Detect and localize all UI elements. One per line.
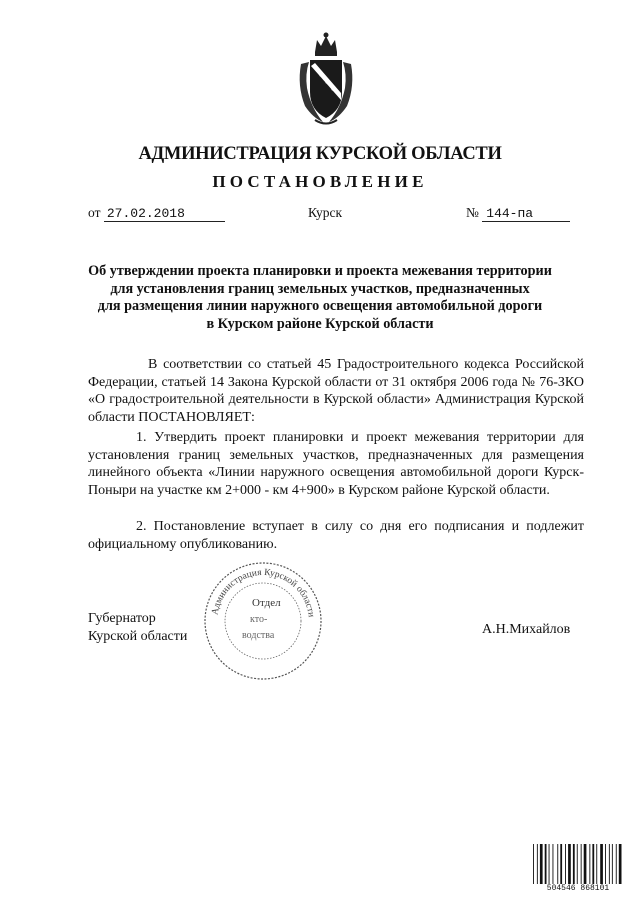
- signatory-title-line: Курской области: [88, 629, 188, 644]
- document-type-title: ПОСТАНОВЛЕНИЕ: [212, 172, 428, 191]
- coat-of-arms-emblem: [295, 30, 357, 128]
- document-date: 27.02.2018: [104, 206, 225, 222]
- stamp-center-line: Отдел: [252, 597, 281, 609]
- barcode-bar: [540, 844, 543, 884]
- barcode-bar: [557, 844, 558, 884]
- subject-line: в Курском районе Курской области: [206, 315, 434, 332]
- barcode-bar: [592, 844, 594, 884]
- subject-line: Об утверждении проекта планировки и проекта межевания территории: [88, 263, 552, 279]
- stamp-center-line: кто-: [250, 614, 268, 625]
- number-row: [466, 205, 570, 222]
- city-label: Курск: [308, 205, 343, 220]
- barcode-bar: [619, 844, 622, 884]
- date-prefix: от: [88, 205, 101, 220]
- barcode-bar: [549, 844, 550, 884]
- document-number: 144-па: [482, 206, 570, 222]
- barcode-bar: [600, 844, 603, 884]
- barcode-bar: [609, 844, 610, 884]
- stamp-ring-text: Администрация Курской области: [210, 567, 316, 618]
- barcode-bar: [573, 844, 575, 884]
- barcode-bar: [545, 844, 547, 884]
- signatory-title: [88, 610, 187, 646]
- barcode-bar: [584, 844, 587, 884]
- official-stamp: [202, 560, 324, 682]
- barcode-bar: [589, 844, 590, 884]
- stamp-center-line: водства: [242, 630, 275, 641]
- barcode-number: 504546 868101: [532, 884, 624, 893]
- barcode-bar: [537, 844, 538, 884]
- subject-line: для размещения линии наружного освещения автомобильной дороги: [97, 298, 543, 314]
- barcode-bar: [568, 844, 571, 884]
- barcode-bar: [533, 844, 534, 884]
- signatory-title-line: Губернатор: [88, 611, 156, 626]
- date-row: [88, 205, 225, 222]
- signatory-name: А.Н.Михайлов: [482, 622, 571, 637]
- document-subject: [60, 263, 580, 333]
- barcode-bar: [581, 844, 582, 884]
- clause-1-paragraph: 1. Утвердить проект планировки и проект межевания территории для установления границ земельных участков, предназначенных для размещения линейного объекта «Линии наружного освещения автомобильной дороги Курск-Поныри на участке км 2+000 - км 4+900» в Курском районе Курской области.: [88, 430, 584, 498]
- barcode-bar: [553, 844, 554, 884]
- barcode-bar: [560, 844, 562, 884]
- barcode-bar: [577, 844, 578, 884]
- organization-title: АДМИНИСТРАЦИЯ КУРСКОЙ ОБЛАСТИ: [138, 144, 502, 164]
- barcode-bar: [616, 844, 617, 884]
- clause-2-paragraph: 2. Постановление вступает в силу со дня его подписания и подлежит официальному опубликованию.: [88, 519, 584, 552]
- subject-line: для установления границ земельных участков, предназначенных: [110, 280, 530, 297]
- barcode-bar: [612, 844, 613, 884]
- number-prefix: №: [466, 205, 479, 220]
- barcode-bar: [605, 844, 606, 884]
- preamble-paragraph: В соответствии со статьей 45 Градостроительного кодекса Российской Федерации, статьей 14 Закона Курской области от 31 октября 2006 года № 76-ЗКО «О градостроительной деятельности в Курской области» Администрация Курской области ПОСТАНОВЛЯЕТ:: [88, 357, 584, 425]
- barcode-bar: [596, 844, 597, 884]
- barcode-bar: [565, 844, 566, 884]
